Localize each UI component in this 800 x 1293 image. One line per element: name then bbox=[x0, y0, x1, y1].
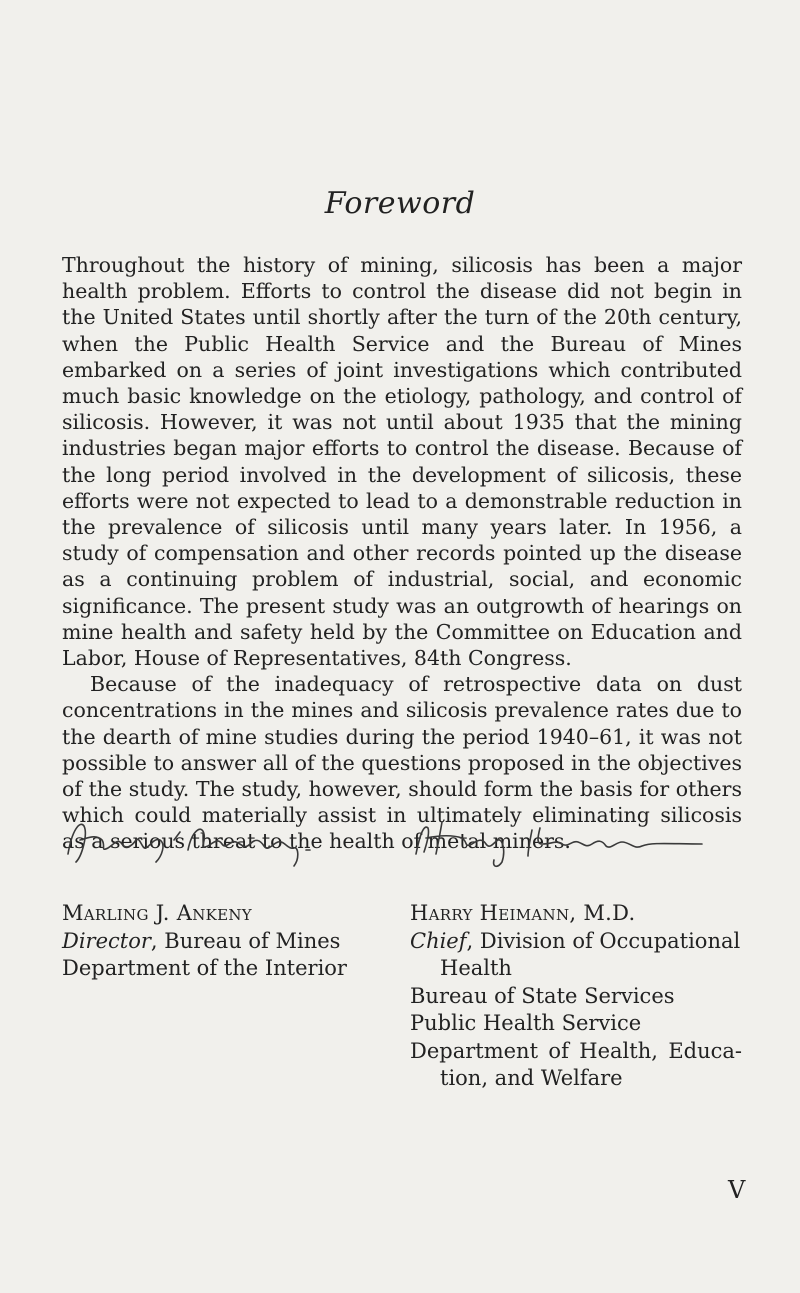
signatory-title bbox=[62, 928, 382, 956]
signatory-role: Director bbox=[62, 928, 151, 953]
signatory-right bbox=[410, 900, 742, 1093]
signatory-title-rest: , Bureau of Mines bbox=[150, 928, 341, 953]
signatory-left bbox=[62, 900, 382, 983]
page-title: Foreword bbox=[324, 186, 476, 221]
signature-ankeny bbox=[62, 810, 382, 870]
signatory-organization: Department of the Interior bbox=[62, 956, 347, 980]
signatory-department: Department of Health, Educa- bbox=[410, 1038, 742, 1063]
foreword-body bbox=[62, 252, 742, 855]
signatory-department-continued: tion, and Welfare bbox=[440, 1066, 623, 1090]
page-number: V bbox=[728, 1176, 746, 1204]
signatory-name: Marling J. Ankeny bbox=[62, 901, 253, 925]
signatory-title bbox=[410, 928, 742, 956]
signature-row bbox=[62, 810, 742, 880]
signatory-role: Chief bbox=[410, 928, 467, 953]
signatory-bureau: Bureau of State Services bbox=[410, 983, 675, 1008]
signatory-service: Public Health Service bbox=[410, 1011, 642, 1035]
signatory-name: Harry Heimann, M.D. bbox=[410, 901, 636, 925]
paragraph-2: Because of the inadequacy of retrospective data on dust concentrations in the mines and silicosis prevalence rates due to the dearth of mine studies during the period 1940–61, it was not possible to answer all of the questions proposed in the objectives of the study. The study, however, should form the basis for others which could materially assist in ultimately eliminating silicosis as a serious threat to the health of metal miners. bbox=[62, 672, 742, 854]
signatory-title-continued: Health bbox=[440, 956, 512, 980]
paragraph-1: Throughout the history of mining, silicosis has been a major health problem. Efforts to control the disease did not begin in the United States until shortly after the turn of the 20th century, when the Public Health Service and the Bureau of Mines embarked on a series of joint investigations which contributed much basic knowledge on the etiology, pathology, and control of silicosis. However, it was not until about 1935 that the mining industries began major efforts to control the disease. Because of the long period involved in the development of silicosis, these efforts were not expected to lead to a demonstrable reduction in the prevalence of silicosis until many years later. In 1956, a study of compensation and other records pointed up the disease as a continuing problem of industrial, social, and economic significance. The present study was an outgrowth of hearings on mine health and safety held by the Committee on Education and Labor, House of Representatives, 84th Congress. bbox=[62, 253, 742, 671]
signatory-title-rest: , Division of Occupational bbox=[466, 928, 741, 953]
signature-heimann bbox=[402, 810, 742, 870]
